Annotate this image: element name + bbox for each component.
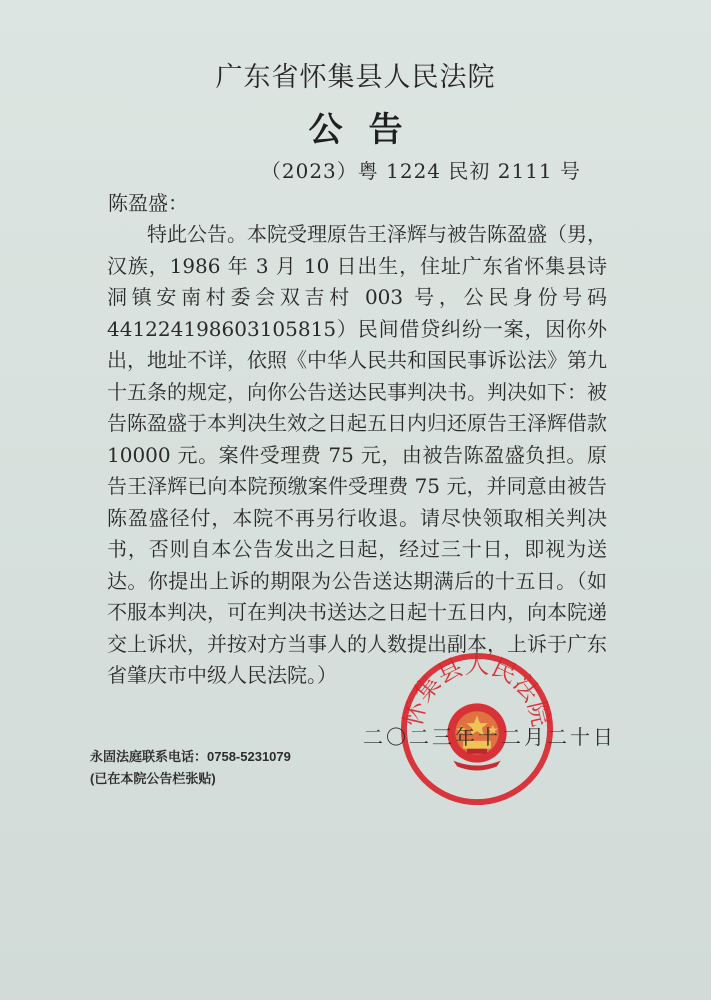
case-number: （2023）粤 1224 民初 2111 号	[260, 159, 581, 183]
contact-phone: 永固法庭联系电话：0758-5231079	[90, 749, 291, 764]
notice-date: 二〇二三年十二月二十日	[363, 725, 616, 749]
notice-title: 公告	[308, 110, 429, 150]
notice-body: 特此公告。本院受理原告王泽辉与被告陈盈盛（男，汉族，1986 年 3 月 10 日出生，住址广东省怀集县诗洞镇安南村委会双吉村 003 号，公民身份号码 441224198603105815）民间借贷纠纷一案，因你外出，地址不详，依照《中华人民共和国民事诉讼法》第九十五条的规定，向你公告送达民事判决书。判决如下：被告陈盈盛于本判决生效之日起五日内归还原告王泽辉借款 10000 元。案件受理费 75 元，由被告陈盈盛负担。原告王泽辉已向本院预缴案件受理费 75 元，并同意由被告陈盈盛径付，本院不再另行收退。请尽快领取相关判决书，否则自本公告发出之日起，经过三十日，即视为送达。你提出上诉的期限为公告送达期满后的十五日。（如不服本判决，可在判决书送达之日起十五日内，向本院递交上诉状，并按对方当事人的人数提出副本，上诉于广东省肇庆市中级人民法院。）	[107, 222, 607, 687]
seal-text-path: 怀集县人民法院	[398, 650, 556, 730]
addressee: 陈盈盛：	[108, 191, 188, 215]
court-name: 广东省怀集县人民法院	[215, 62, 496, 93]
posted-note: (已在本院公告栏张贴)	[90, 771, 216, 786]
